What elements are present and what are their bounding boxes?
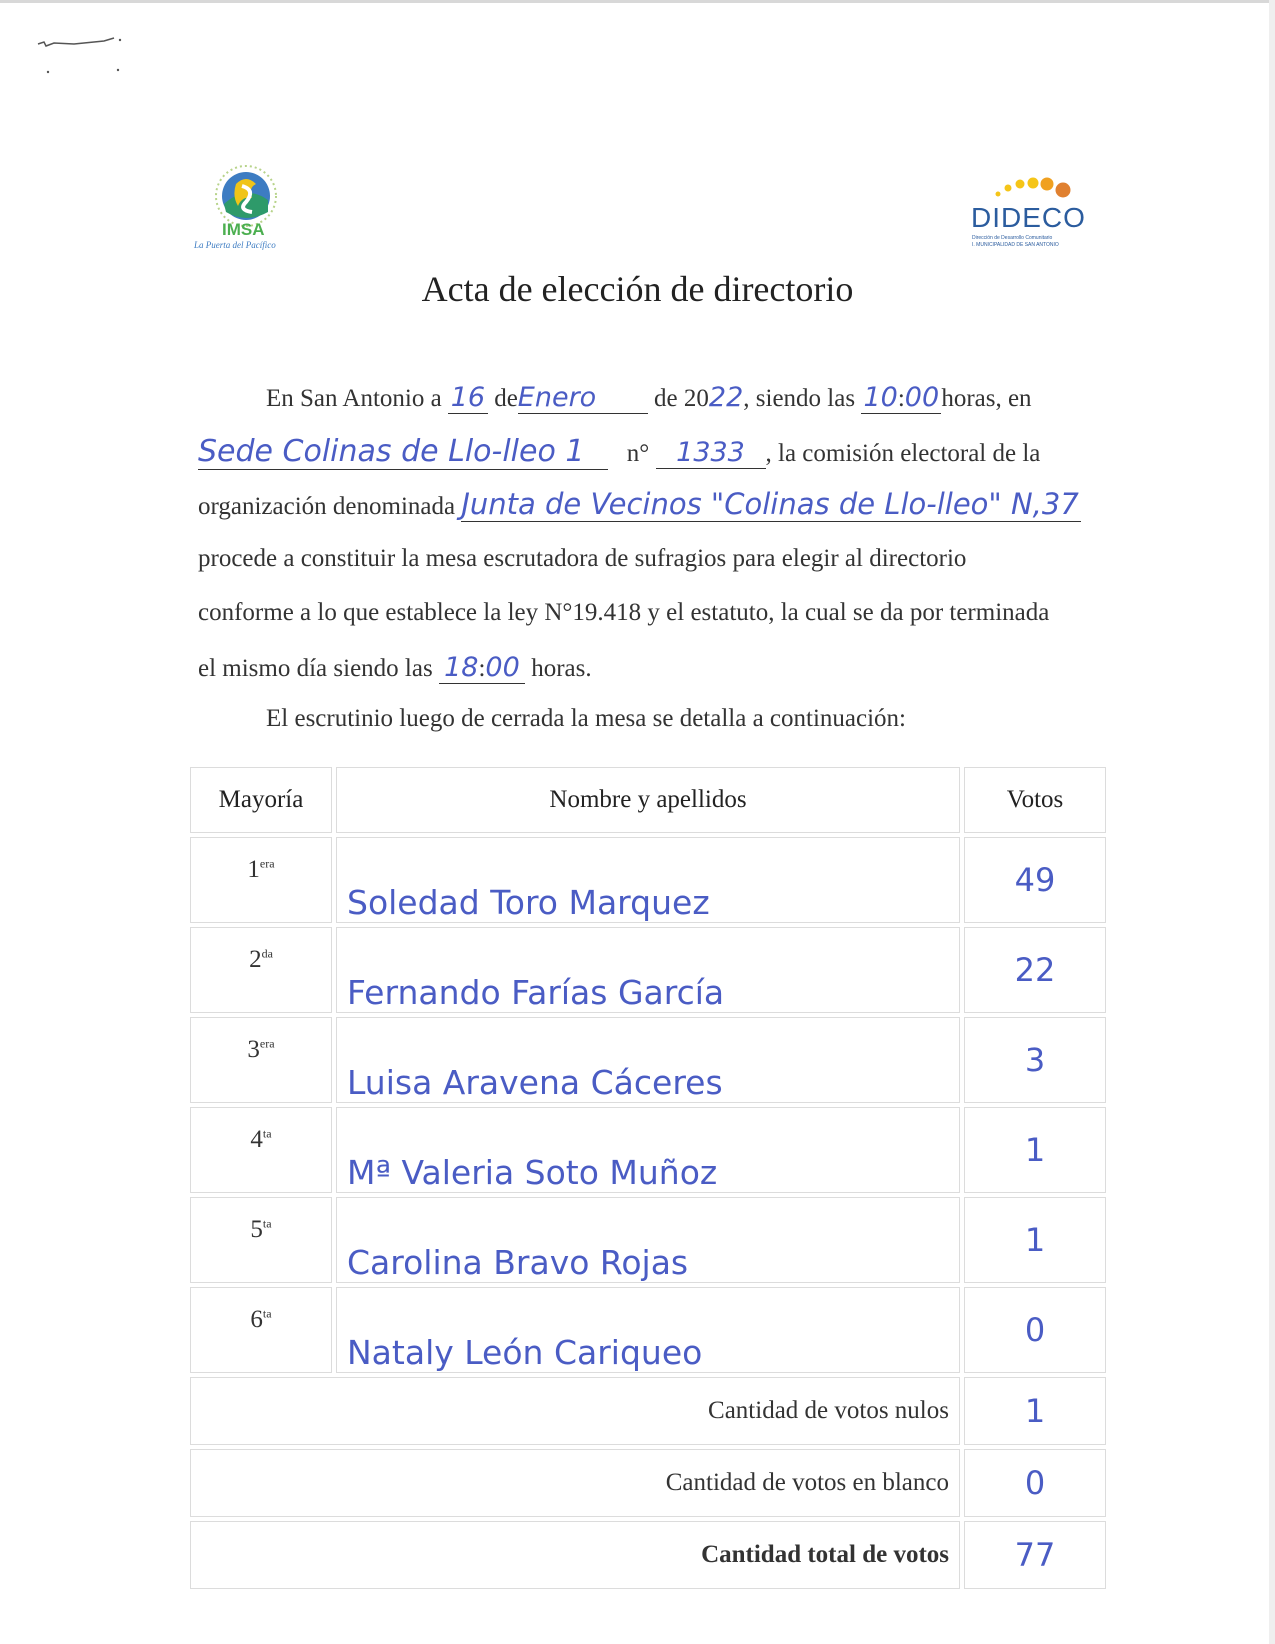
paragraph-line-2 — [198, 434, 1094, 470]
handwritten-year-suffix: 22 — [708, 382, 744, 413]
scan-edge-right — [1269, 0, 1275, 1644]
imsa-logo-text: IMSA — [222, 220, 265, 239]
rank-suffix: ta — [262, 1306, 272, 1321]
paragraph-line-7: El escrutinio luego de cerrada la mesa se detalla a continuación: — [266, 705, 907, 732]
null-votes-label: Cantidad de votos nulos — [190, 1377, 960, 1445]
text-fragment: horas. — [531, 655, 592, 682]
rank-number: 3 — [247, 1036, 260, 1063]
candidate-name: Fernando Farías García — [336, 927, 960, 1013]
text-fragment: horas, en — [941, 385, 1032, 412]
rank-cell — [190, 1197, 332, 1283]
time-separator: : — [478, 655, 486, 682]
table-row — [190, 1017, 1106, 1103]
handwritten-start-hour: 10 — [863, 382, 898, 413]
scan-edge-top — [0, 0, 1275, 3]
blank-votes-label: Cantidad de votos en blanco — [190, 1449, 960, 1517]
dideco-subtitle-2: I. MUNICIPALIDAD DE SAN ANTONIO — [972, 242, 1059, 248]
handwritten-end-hour: 18 — [444, 652, 479, 683]
rank-suffix: da — [261, 946, 273, 961]
text-fragment: de 20 — [654, 385, 709, 412]
text-fragment: n° — [626, 440, 650, 467]
document-title: Acta de elección de directorio — [421, 269, 854, 309]
null-votes-row — [190, 1377, 1106, 1445]
rank-number: 1 — [247, 856, 260, 883]
paragraph-line-3 — [198, 487, 1094, 522]
rank-cell — [190, 927, 332, 1013]
imsa-tagline: La Puerta del Pacífico — [194, 240, 276, 250]
blank-votes-row — [190, 1449, 1106, 1517]
rank-cell — [190, 1017, 332, 1103]
text-fragment: , siendo las — [743, 385, 856, 412]
votes-table — [186, 763, 1110, 1593]
handwritten-number: 1333 — [676, 437, 745, 468]
rank-number: 6 — [250, 1306, 263, 1333]
table-row — [190, 927, 1106, 1013]
text-fragment: organización denominada — [198, 493, 456, 520]
dideco-logo — [968, 172, 1088, 252]
table-row — [190, 1197, 1106, 1283]
header-name: Nombre y apellidos — [336, 767, 960, 833]
imsa-logo — [194, 160, 308, 260]
rank-cell — [190, 1287, 332, 1373]
rank-number: 5 — [250, 1216, 263, 1243]
handwritten-start-minute: 00 — [904, 382, 940, 413]
rank-suffix: ta — [262, 1216, 272, 1231]
table-row — [190, 837, 1106, 923]
dideco-subtitle: Dirección de Desarrollo Comunitario — [972, 235, 1053, 241]
candidate-votes: 3 — [964, 1017, 1106, 1103]
pen-scribble — [34, 34, 129, 84]
blank-votes-value: 0 — [964, 1449, 1106, 1517]
candidate-votes: 22 — [964, 927, 1106, 1013]
candidate-votes: 1 — [964, 1107, 1106, 1193]
candidate-name: Soledad Toro Marquez — [336, 837, 960, 923]
dideco-logo-text: DIDECO — [971, 202, 1086, 233]
rank-cell — [190, 1107, 332, 1193]
handwritten-month: Enero — [517, 382, 597, 413]
candidate-votes: 49 — [964, 837, 1106, 923]
rank-suffix: ta — [262, 1126, 272, 1141]
candidate-name: Mª Valeria Soto Muñoz — [336, 1107, 960, 1193]
text-fragment: En San Antonio a — [266, 385, 442, 412]
rank-cell — [190, 837, 332, 923]
time-separator: : — [897, 385, 905, 412]
handwritten-organization: Junta de Vecinos "Colinas de Llo-lleo" N,37 — [461, 487, 1079, 521]
table-header-row — [190, 767, 1106, 833]
text-fragment: , la comisión electoral de la — [765, 440, 1041, 467]
candidate-name: Luisa Aravena Cáceres — [336, 1017, 960, 1103]
paragraph-line-5: conforme a lo que establece la ley N°19.418 y el estatuto, la cual se da por terminada — [198, 599, 1050, 626]
paragraph-line-6 — [198, 652, 1094, 684]
table-row — [190, 1287, 1106, 1373]
handwritten-end-minute: 00 — [485, 652, 520, 683]
total-votes-label: Cantidad total de votos — [190, 1521, 960, 1589]
handwritten-place: Sede Colinas de Llo-lleo 1 — [198, 434, 585, 469]
candidate-name: Nataly León Cariqueo — [336, 1287, 960, 1373]
text-fragment: el mismo día siendo las — [198, 655, 433, 682]
total-votes-row — [190, 1521, 1106, 1589]
total-votes-value: 77 — [964, 1521, 1106, 1589]
rank-number: 2 — [249, 946, 262, 973]
table-row — [190, 1107, 1106, 1193]
candidate-votes: 0 — [964, 1287, 1106, 1373]
candidate-votes: 1 — [964, 1197, 1106, 1283]
rank-number: 4 — [250, 1126, 263, 1153]
rank-suffix: era — [259, 856, 275, 871]
paragraph-line-1 — [266, 382, 1162, 414]
text-fragment: de — [494, 385, 518, 412]
rank-suffix: era — [259, 1036, 275, 1051]
header-rank: Mayoría — [190, 767, 332, 833]
candidate-name: Carolina Bravo Rojas — [336, 1197, 960, 1283]
header-votes: Votos — [964, 767, 1106, 833]
handwritten-day: 16 — [450, 382, 486, 413]
paragraph-line-4: procede a constituir la mesa escrutadora de sufragios para elegir al directorio — [198, 545, 967, 572]
null-votes-value: 1 — [964, 1377, 1106, 1445]
